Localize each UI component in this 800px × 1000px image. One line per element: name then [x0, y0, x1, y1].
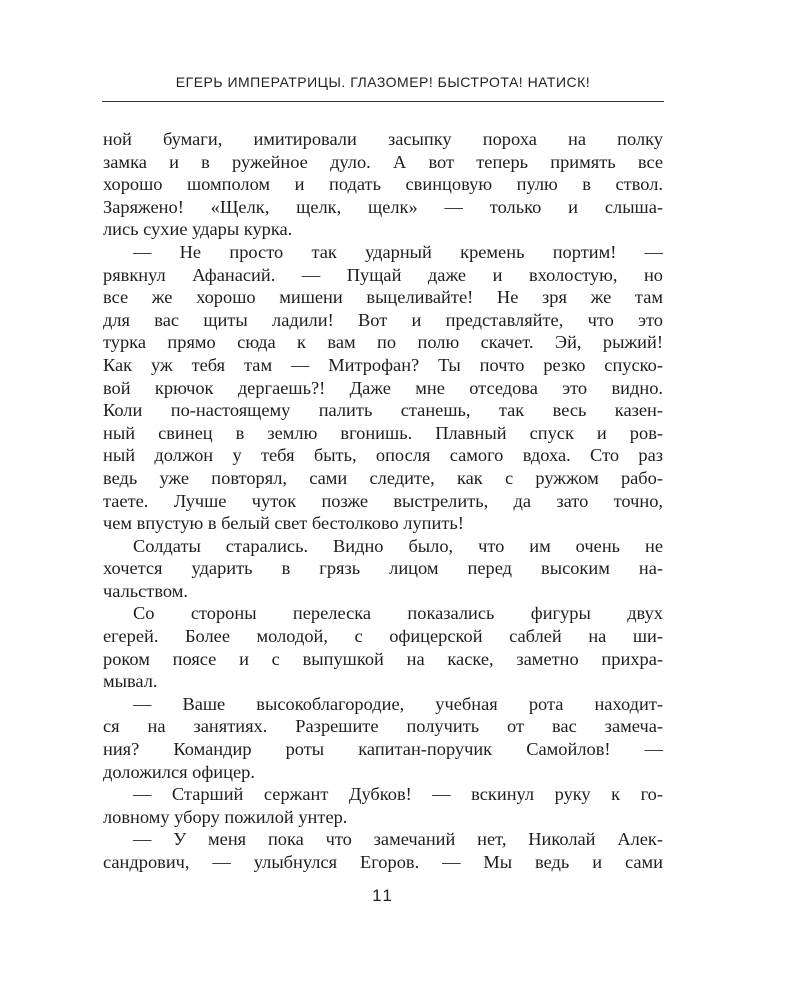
text-line: все же хорошо мишени выцеливайте! Не зря же там	[103, 287, 663, 308]
text-line: таете. Лучше чуток позже выстрелить, да зато точно,	[103, 490, 663, 511]
text-line: Солдаты старались. Видно было, что им очень не	[133, 535, 663, 556]
text-line: лись сухие удары курка.	[103, 219, 293, 240]
text-line: ся на занятиях. Разрешите получить от вас замеча-	[103, 716, 663, 737]
text-line: ной бумаги, имитировали засыпку пороха на полку	[103, 129, 663, 149]
text-line: замка и в ружейное дуло. А вот теперь примять все	[103, 151, 663, 172]
text-line: вой крючок дергаешь?! Даже мне отседова это видно.	[103, 377, 663, 398]
text-line: ния? Командир роты капитан-поручик Самойлов! —	[103, 739, 663, 760]
text-line: — Старший сержант Дубков! — вскинул руку к го-	[133, 784, 663, 805]
text-line: ный свинец в землю вгонишь. Плавный спуск и ров-	[103, 422, 663, 443]
text-line: — Не просто так ударный кремень портим! —	[133, 241, 663, 262]
text-line: чем впустую в белый свет бестолково лупить!	[103, 513, 464, 534]
text-line: мывал.	[103, 671, 158, 692]
text-line: ный должон у тебя быть, опосля самого вдоха. Сто раз	[103, 445, 663, 466]
text-line: Со стороны перелеска показались фигуры двух	[133, 603, 663, 624]
text-line: — Ваше высокоблагородие, учебная рота находит-	[133, 693, 663, 714]
running-head: ЕГЕРЬ ИМПЕРАТРИЦЫ. ГЛАЗОМЕР! БЫСТРОТА! НАТИСК!	[175, 74, 591, 90]
text-line: егерей. Более молодой, с офицерской саблей на ши-	[103, 626, 663, 647]
text-line: роком поясе и с выпушкой на каске, заметно прихра-	[103, 648, 663, 669]
text-line: рявкнул Афанасий. — Пущай даже и вхолостую, но	[103, 264, 663, 285]
text-line: сандрович, — улыбнулся Егоров. — Мы ведь и сами	[103, 852, 663, 872]
text-line: — У меня пока что замечаний нет, Николай Алек-	[133, 829, 663, 850]
text-line: хочется ударить в грязь лицом перед высоким на-	[103, 558, 663, 579]
text-line: Как уж тебя там — Митрофан? Ты почто резко спуско-	[103, 354, 663, 375]
text-line: ловному убору пожилой унтер.	[103, 806, 348, 827]
header-rule	[102, 101, 664, 102]
text-line: хорошо шомполом и подать свинцовую пулю в ствол.	[103, 174, 663, 195]
text-line: доложился офицер.	[103, 761, 255, 782]
text-line: для вас щиты ладили! Вот и представляйте, что это	[103, 309, 663, 330]
text-line: ведь уже повторял, сами следите, как с ружжом рабо-	[103, 467, 663, 488]
text-line: Коли по-настоящему палить станешь, так весь казен-	[103, 400, 663, 421]
text-line: Заряжено! «Щелк, щелк, щелк» — только и слыша-	[103, 196, 663, 217]
body-text	[103, 128, 663, 874]
text-line: турка прямо сюда к вам по полю скачет. Эй, рыжий!	[103, 332, 663, 353]
text-line: чальством.	[103, 580, 188, 601]
page-number: 11	[372, 886, 394, 905]
